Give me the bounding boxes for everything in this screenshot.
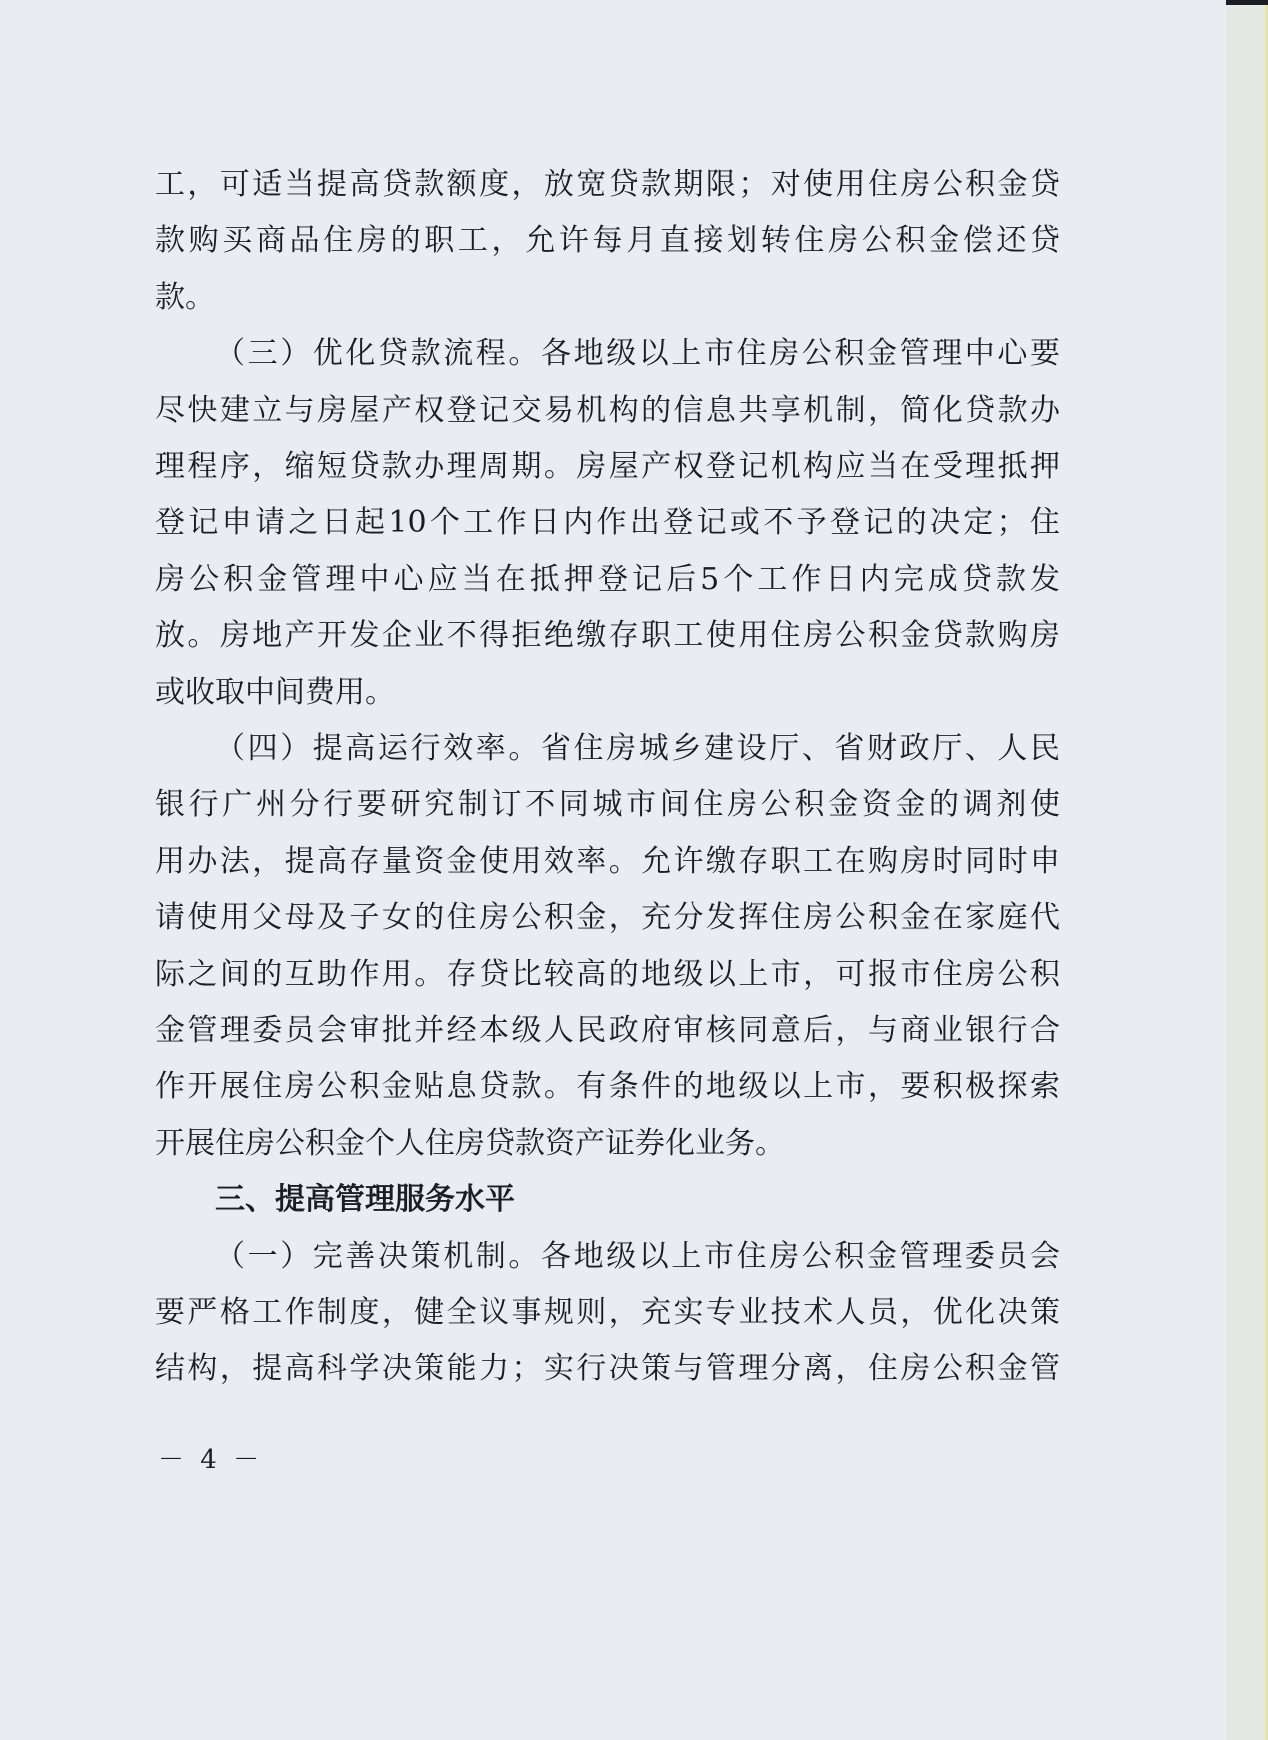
text-line: （一）完善决策机制。各地级以上市住房公积金管理委员会 (215, 1238, 1060, 1274)
text-line: 要严格工作制度，健全议事规则，充实专业技术人员，优化决策 (155, 1295, 1060, 1330)
scan-margin (1227, 0, 1268, 1740)
scan-corner-mark (1226, 0, 1268, 5)
section-heading: 三、提高管理服务水平 (215, 1182, 515, 1218)
text-line: 工，可适当提高贷款额度，放宽贷款期限；对使用住房公积金贷 (155, 167, 1060, 202)
text-line: 请使用父母及子女的住房公积金，充分发挥住房公积金在家庭代 (155, 900, 1060, 936)
text-line: 款。 (155, 279, 215, 315)
text-line: （四）提高运行效率。省住房城乡建设厅、省财政厅、人民 (215, 731, 1060, 766)
text-line: 开展住房公积金个人住房贷款资产证券化业务。 (155, 1125, 785, 1161)
page-number: － 4 － (158, 1445, 264, 1475)
text-line: 银行广州分行要研究制订不同城市间住房公积金资金的调剂使 (155, 787, 1060, 823)
text-line: 作开展住房公积金贴息贷款。有条件的地级以上市，要积极探索 (155, 1069, 1060, 1105)
text-line: 房公积金管理中心应当在抵押登记后5个工作日内完成贷款发 (155, 561, 1060, 597)
text-line: 放。房地产开发企业不得拒绝缴存职工使用住房公积金贷款购房 (155, 618, 1060, 654)
text-line: 或收取中间费用。 (155, 674, 395, 710)
text-line: 登记申请之日起10个工作日内作出登记或不予登记的决定；住 (155, 505, 1060, 541)
text-line: （三）优化贷款流程。各地级以上市住房公积金管理中心要 (215, 336, 1060, 372)
text-line: 理程序，缩短贷款办理周期。房屋产权登记机构应当在受理抵押 (155, 449, 1060, 484)
text-line: 金管理委员会审批并经本级人民政府审核同意后，与商业银行合 (155, 1013, 1060, 1048)
text-line: 结构，提高科学决策能力；实行决策与管理分离，住房公积金管 (155, 1351, 1060, 1387)
text-line: 用办法，提高存量资金使用效率。允许缴存职工在购房时同时申 (155, 843, 1060, 879)
text-line: 尽快建立与房屋产权登记交易机构的信息共享机制，简化贷款办 (155, 392, 1060, 428)
text-line: 际之间的互助作用。存贷比较高的地级以上市，可报市住房公积 (155, 956, 1060, 992)
text-line: 款购买商品住房的职工，允许每月直接划转住房公积金偿还贷 (155, 223, 1060, 259)
